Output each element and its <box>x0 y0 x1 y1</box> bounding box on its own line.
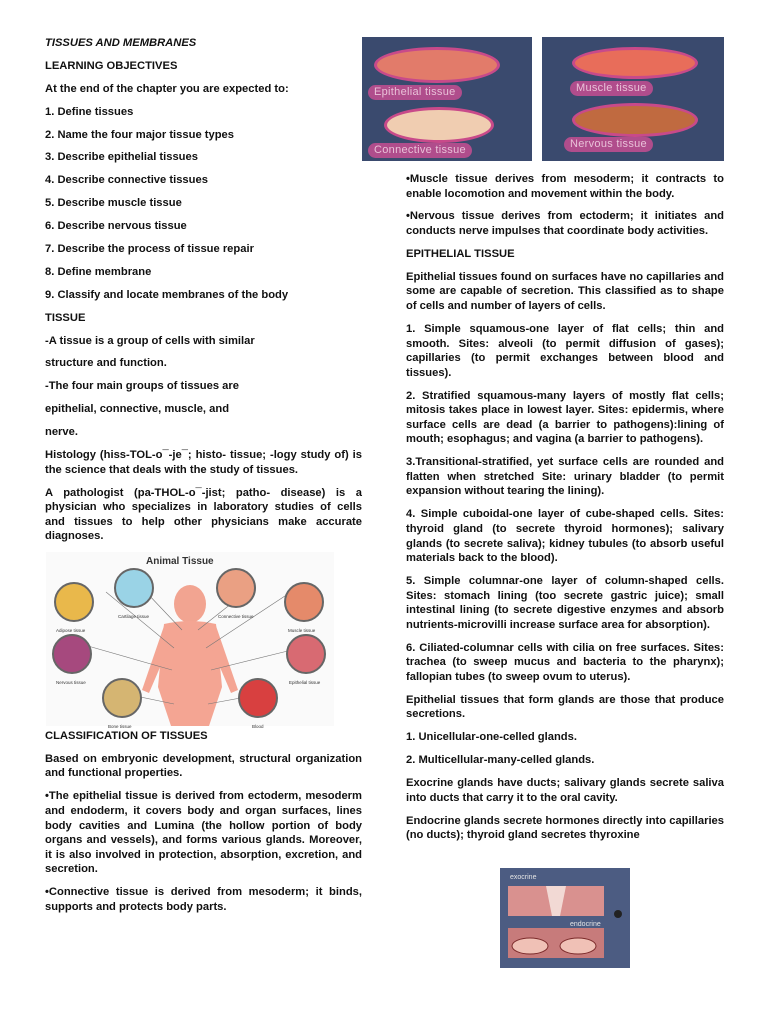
nervous-oval <box>572 103 698 137</box>
nervous-bullet: •Nervous tissue derives from ectoderm; it initiates and conducts nerve impulses that coordinate body activities. <box>406 210 724 238</box>
tissue-definition-2: structure and function. <box>45 357 167 370</box>
epithelial-oval <box>374 47 500 83</box>
objectives-heading: LEARNING OBJECTIVES <box>45 59 178 72</box>
epithelial-type: 3.Transitional-stratified, yet surface cells are rounded and flatten when stretched Site: urinary bladder (to permit expansion without tearing the lining). <box>406 456 724 498</box>
connective-oval <box>384 107 494 143</box>
adipose-label: Adipose tissue <box>56 628 86 633</box>
objective-item: 5. Describe muscle tissue <box>45 197 182 210</box>
page-title: TISSUES AND MEMBRANES <box>45 37 197 49</box>
connective-bullet: •Connective tissue is derived from mesoderm; it binds, supports and protects body parts. <box>45 886 362 913</box>
classification-intro: Based on embryonic development, structural organization and functional properties. <box>45 752 362 780</box>
bone-tissue-circle <box>102 678 142 718</box>
gland-figure <box>500 868 630 968</box>
epithelial-type: 2. Stratified squamous-many layers of mostly flat cells; mitosis takes place in lowest layer. Sites: epidermis, where surface cells are dead (a barrier to pathogens):lining of mouth; esophagus; and vagina (a barrier to pathogens). <box>406 389 724 446</box>
epithelial-type: 6. Ciliated-columnar cells with cilia on free surfaces. Sites: trachea (to sweep mucus and bacteria to the pharynx); fallopian tubes (to sweep ovum to uterus). <box>406 641 724 683</box>
objective-item: 4. Describe connective tissues <box>45 174 208 187</box>
classification-section <box>45 729 362 923</box>
histology-paragraph: Histology (hiss-TOL-o¯-je¯; histo- tissue; -logy study of) is the science that deals with the study of tissues. <box>45 449 362 476</box>
objective-item: 9. Classify and locate membranes of the body <box>45 288 289 301</box>
tissue-groups-2: epithelial, connective, muscle, and <box>45 403 230 416</box>
objective-item: 8. Define membrane <box>45 265 152 278</box>
epithelial-tissue-circle <box>286 634 326 674</box>
objective-item: 7. Describe the process of tissue repair <box>45 243 254 256</box>
muscle-label: Muscle tissue <box>288 628 316 633</box>
muscle-oval <box>572 47 698 79</box>
epithelial-type: 1. Simple squamous-one layer of flat cells; thin and smooth. Sites: alveoli (to permit diffusion of gases); capillaries (to permit exchanges between blood and tissues). <box>406 322 724 379</box>
nervous-label: Nervous tissue <box>56 680 86 685</box>
endocrine-figure-label: endocrine <box>570 921 601 928</box>
blood-circle <box>238 678 278 718</box>
glands-intro: Epithelial tissues that form glands are those that produce secretions. <box>406 693 724 721</box>
exocrine-paragraph: Exocrine glands have ducts; salivary glands secrete saliva into ducts that carry it to the oral cavity. <box>406 777 724 804</box>
adipose-tissue-circle <box>54 582 94 622</box>
tissue-heading: TISSUE <box>45 311 86 324</box>
muscle-bullet: •Muscle tissue derives from mesoderm; it contracts to enable locomotion and movement within the body. <box>406 173 724 200</box>
nervous-caption: Nervous tissue <box>564 137 653 152</box>
connective-caption: Connective tissue <box>368 143 472 158</box>
muscle-tissue-circle <box>284 582 324 622</box>
blood-label: Blood <box>252 724 264 729</box>
unicellular-item: 1. Unicellular-one-celled glands. <box>406 731 577 744</box>
objective-item: 2. Name the four major tissue types <box>45 128 235 141</box>
epithelial-label: Epithelial tissue <box>289 680 321 685</box>
bone-label: Bone tissue <box>108 724 132 729</box>
endocrine-paragraph: Endocrine glands secrete hormones directly into capillaries (no ducts); thyroid gland secretes thyroxine <box>406 814 724 842</box>
connective-label: Connective tissue <box>218 614 254 619</box>
objective-item: 6. Describe nervous tissue <box>45 220 187 233</box>
objectives-intro: At the end of the chapter you are expected to: <box>45 82 289 95</box>
multicellular-item: 2. Multicellular-many-celled glands. <box>406 754 595 767</box>
left-column <box>45 36 362 552</box>
objective-item: 1. Define tissues <box>45 105 134 118</box>
objective-item: 3. Describe epithelial tissues <box>45 151 198 164</box>
epithelial-heading: EPITHELIAL TISSUE <box>406 247 515 260</box>
connective-tissue-circle <box>216 568 256 608</box>
epithelial-type: 5. Simple columnar-one layer of column-shaped cells. Sites: stomach lining (too secrete gastric juice); small intestinal lining (to secrete digestive enzymes and absorb nutrients-microvilli increase surface area for absorption). <box>406 575 724 631</box>
gland-illustration <box>500 868 630 968</box>
muscle-caption: Muscle tissue <box>570 81 653 96</box>
tissue-panel-right <box>542 37 724 161</box>
tissue-groups-1: -The four main groups of tissues are <box>45 380 239 393</box>
classification-heading: CLASSIFICATION OF TISSUES <box>45 730 208 742</box>
animal-tissue-title: Animal Tissue <box>146 556 214 567</box>
epithelial-caption: Epithelial tissue <box>368 85 462 100</box>
epithelial-bullet: •The epithelial tissue is derived from ectoderm, mesoderm and endoderm, it covers body and organ surfaces, lines body cavities and Lumina (the hollow portion of body organs and vessels), and forms various glands. Moreover, it is also involved in protection, absorption, excretion, and secretion. <box>45 790 362 876</box>
tissue-groups-3: nerve. <box>45 426 78 439</box>
right-column <box>406 172 724 851</box>
nervous-tissue-circle <box>52 634 92 674</box>
exocrine-figure-label: exocrine <box>510 874 537 881</box>
tissue-definition-1: -A tissue is a group of cells with similar <box>45 334 255 347</box>
epithelial-type: 4. Simple cuboidal-one layer of cube-shaped cells. Sites: thyroid gland (to secrete thyroid hormones); salivary glands (to secrete saliva); kidney tubules (to absorb useful materials back to the blood). <box>406 508 724 565</box>
pathologist-paragraph: A pathologist (pa-THOL-o¯-jist; patho- disease) is a physician who specializes in laboratory studies of cells and tissues to help other physicians make accurate diagnoses. <box>45 486 362 543</box>
cartilage-tissue-circle <box>114 568 154 608</box>
epithelial-intro: Epithelial tissues found on surfaces have no capillaries and some are capable of secretion. This classified as to shape of cells and number of layers of cells. <box>406 270 724 313</box>
animal-tissue-figure <box>46 552 334 729</box>
tissue-panel-left <box>362 37 532 161</box>
cartilage-label: Cartilage tissue <box>118 614 150 619</box>
